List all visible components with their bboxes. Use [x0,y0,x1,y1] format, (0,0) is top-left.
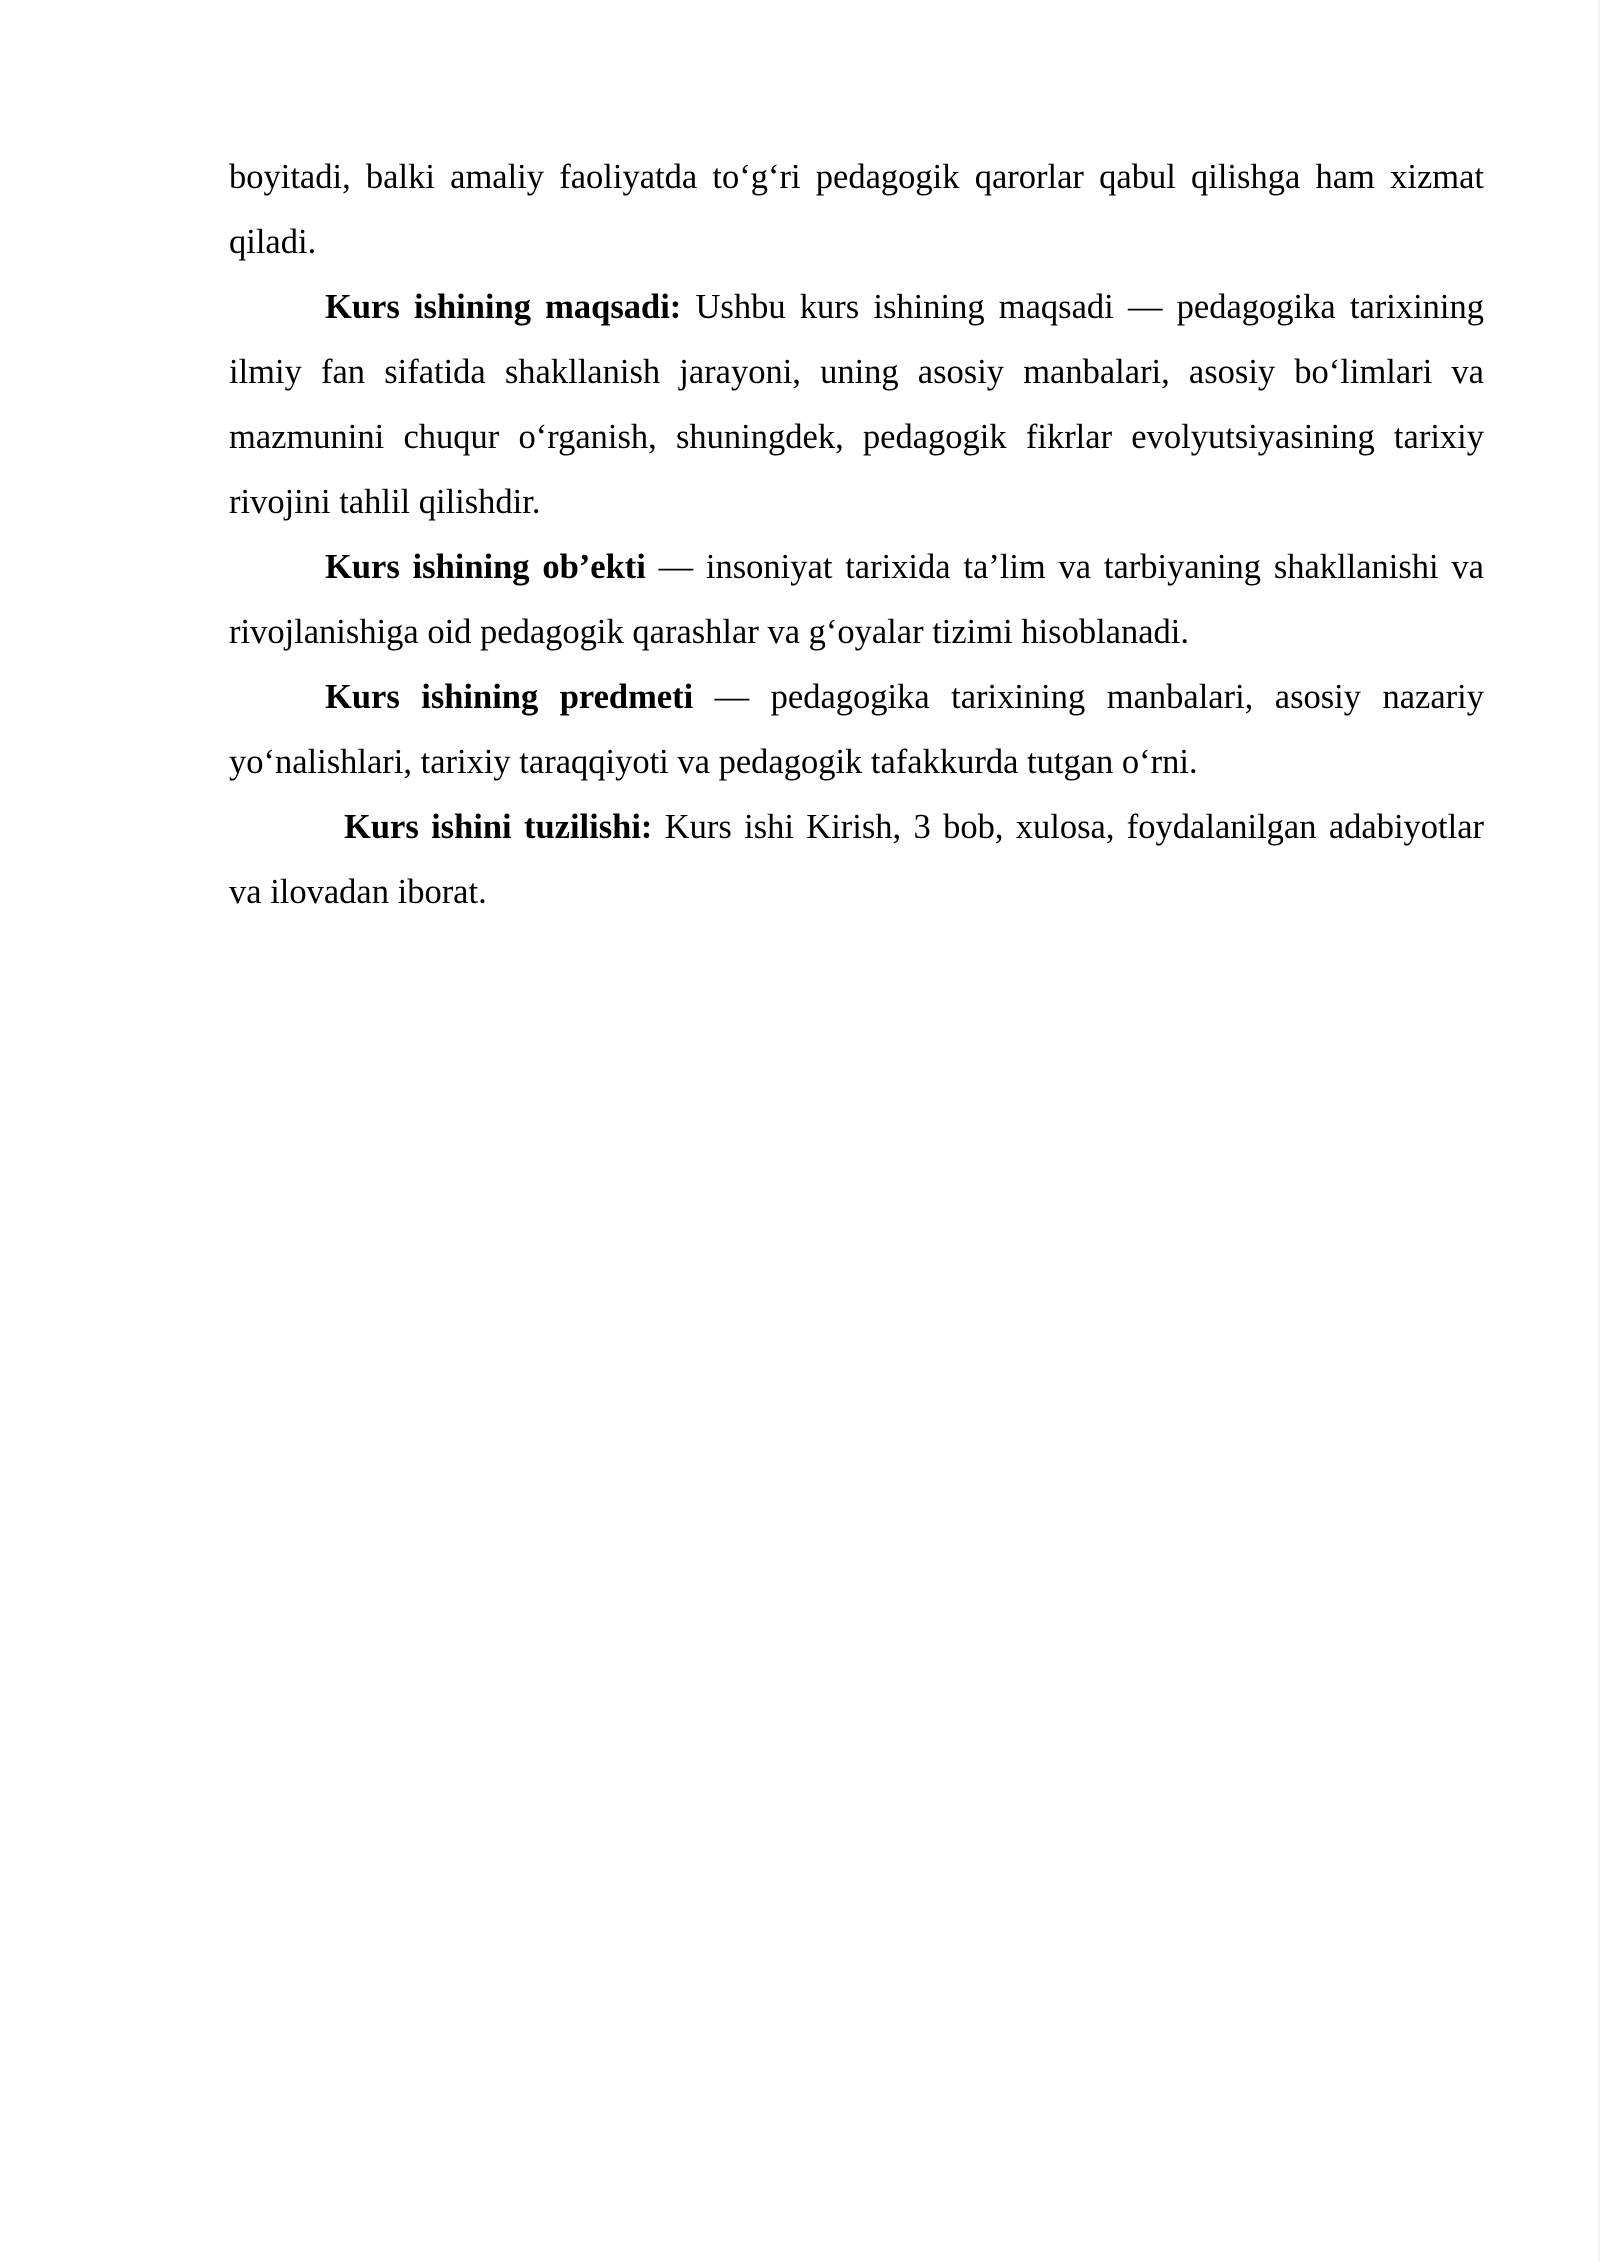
paragraph-structure [229,795,1484,925]
paragraph-continuation [229,145,1484,275]
paragraph-heading: Kurs ishining ob’ekti [325,548,646,586]
paragraph-text: — insoniyat tarixida ta’lim va tarbiyaning shakllanishi va rivojlanishiga oid pedagogik qarashlar va g‘oyalar tizimi hisoblanadi. [229,548,1484,651]
paragraph-text: Ushbu kurs ishining maqsadi — pedagogika tarixining ilmiy fan sifatida shakllanish jarayoni, uning asosiy manbalari, asosiy bo‘limlari va mazmunini chuqur o‘rganish, shuningdek, pedagogik fikrlar evolyutsiyasining tarixiy rivojini tahlil qilishdir. [229,288,1485,521]
paragraph-text: boyitadi, balki amaliy faoliyatda to‘g‘ri pedagogik qarorlar qabul qilishga ham xizmat qiladi. [229,158,1484,261]
paragraph-heading: Kurs ishining maqsadi: [325,288,682,326]
paragraph-goal [229,275,1484,535]
paragraph-text: Kurs ishi Kirish, 3 bob, xulosa, foydalanilgan adabiyotlar va ilovadan iborat. [229,808,1484,911]
paragraph-heading: Kurs ishining predmeti [325,678,694,716]
paragraph-object [229,535,1484,665]
paragraph-text: — pedagogika tarixining manbalari, asosiy nazariy yo‘nalishlari, tarixiy taraqqiyoti va pedagogik tafakkurda tutgan o‘rni. [229,678,1484,781]
paragraph-subject [229,665,1484,795]
document-body [229,145,1484,925]
paragraph-heading: Kurs ishini tuzilishi: [344,808,653,846]
